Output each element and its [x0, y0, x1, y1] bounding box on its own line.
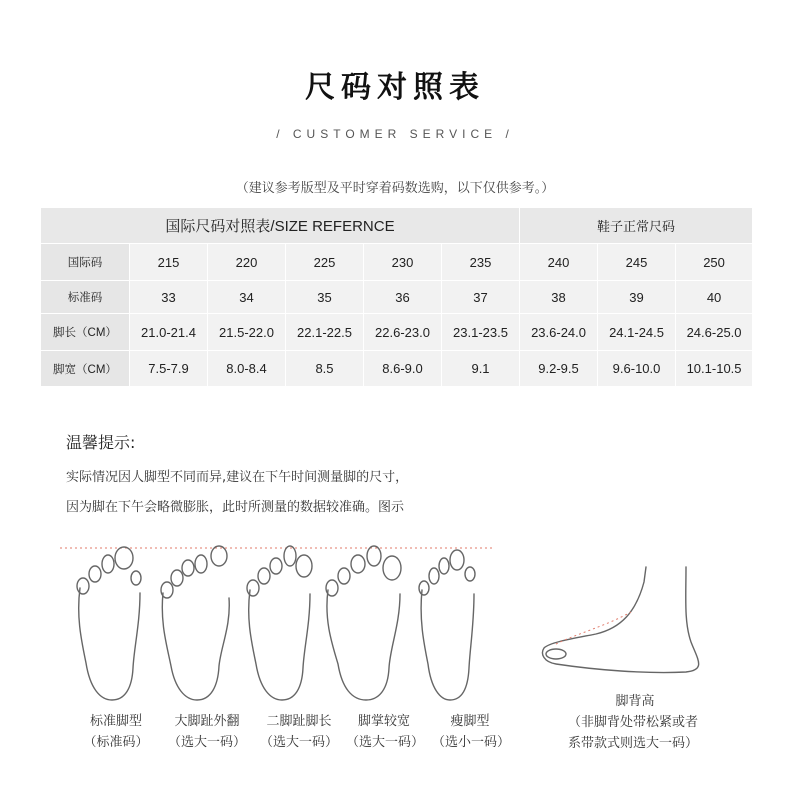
- table-cell: 8.0-8.4: [208, 351, 286, 387]
- table-cell: 220: [208, 244, 286, 281]
- table-cell: 22.6-23.0: [364, 314, 442, 351]
- table-cell: 24.6-25.0: [676, 314, 753, 351]
- page-title: 尺码对照表: [305, 70, 485, 105]
- foot-type-advice: （选大一码）: [259, 735, 338, 750]
- foot-type-advice: （选大一码）: [167, 735, 246, 750]
- instep-advice-line: 系带款式则选大一码）: [567, 736, 698, 751]
- slim-foot-icon: [419, 550, 475, 700]
- table-cell: 23.1-23.5: [442, 314, 520, 351]
- row-label: 脚长（CM）: [41, 314, 130, 351]
- instep-advice-line: （非脚背处带松紧或者: [567, 715, 698, 730]
- table-cell: 33: [130, 281, 208, 314]
- side-foot-icon: [543, 567, 699, 673]
- table-cell: 9.1: [442, 351, 520, 387]
- table-cell: 215: [130, 244, 208, 281]
- table-cell: 9.6-10.0: [598, 351, 676, 387]
- table-cell: 35: [286, 281, 364, 314]
- foot-type-advice: （标准码）: [83, 735, 149, 750]
- foot-type-label: 大脚趾外翻: [174, 714, 240, 729]
- table-cell: 38: [520, 281, 598, 314]
- foot-types-illustration: [50, 538, 500, 708]
- wide-foot-icon: [326, 546, 401, 700]
- size-table: [40, 207, 753, 387]
- foot-type-label: 二脚趾脚长: [266, 714, 332, 729]
- instep-label: 脚背高: [615, 694, 655, 709]
- table-cell: 240: [520, 244, 598, 281]
- table-cell: 21.5-22.0: [208, 314, 286, 351]
- table-cell: 24.1-24.5: [598, 314, 676, 351]
- table-row: [41, 244, 753, 281]
- tips-line: 实际情况因人脚型不同而异,建议在下午时间测量脚的尺寸，: [66, 470, 409, 485]
- table-cell: 10.1-10.5: [676, 351, 753, 387]
- table-cell: 9.2-9.5: [520, 351, 598, 387]
- table-cell: 36: [364, 281, 442, 314]
- foot-type-advice: （选大一码）: [345, 735, 424, 750]
- reference-note: （建议参考版型及平时穿着码数选购，以下仅供参考。）: [235, 181, 555, 196]
- table-cell: 250: [676, 244, 753, 281]
- page-subtitle: / CUSTOMER SERVICE /: [276, 127, 514, 141]
- row-label: 国际码: [41, 244, 130, 281]
- table-row: [41, 281, 753, 314]
- tips-title: 温馨提示:: [66, 433, 136, 452]
- table-cell: 37: [442, 281, 520, 314]
- table-cell: 225: [286, 244, 364, 281]
- table-row: [41, 351, 753, 387]
- table-cell: 230: [364, 244, 442, 281]
- table-cell: 40: [676, 281, 753, 314]
- table-header-row: [41, 208, 753, 244]
- table-cell: 7.5-7.9: [130, 351, 208, 387]
- table-header-main: 国际尺码对照表/SIZE REFERNCE: [41, 208, 520, 244]
- table-cell: 23.6-24.0: [520, 314, 598, 351]
- standard-foot-icon: [77, 547, 141, 700]
- table-cell: 34: [208, 281, 286, 314]
- row-label: 标准码: [41, 281, 130, 314]
- foot-type-label: 标准脚型: [89, 714, 142, 729]
- table-cell: 21.0-21.4: [130, 314, 208, 351]
- row-label: 脚宽（CM）: [41, 351, 130, 387]
- tips-line: 因为脚在下午会略微膨胀，此时所测量的数据较准确。图示: [66, 500, 405, 515]
- table-cell: 235: [442, 244, 520, 281]
- bunion-foot-icon: [161, 546, 229, 700]
- table-row: [41, 314, 753, 351]
- table-cell: 39: [598, 281, 676, 314]
- table-cell: 22.1-22.5: [286, 314, 364, 351]
- long-second-toe-foot-icon: [247, 546, 312, 700]
- foot-type-label: 瘦脚型: [450, 714, 490, 729]
- table-cell: 8.6-9.0: [364, 351, 442, 387]
- foot-type-advice: （选小一码）: [431, 735, 510, 750]
- table-header-sub: 鞋子正常尺码: [520, 208, 753, 244]
- high-instep-illustration: [536, 562, 746, 682]
- foot-type-label: 脚掌较宽: [357, 714, 410, 729]
- table-cell: 245: [598, 244, 676, 281]
- table-cell: 8.5: [286, 351, 364, 387]
